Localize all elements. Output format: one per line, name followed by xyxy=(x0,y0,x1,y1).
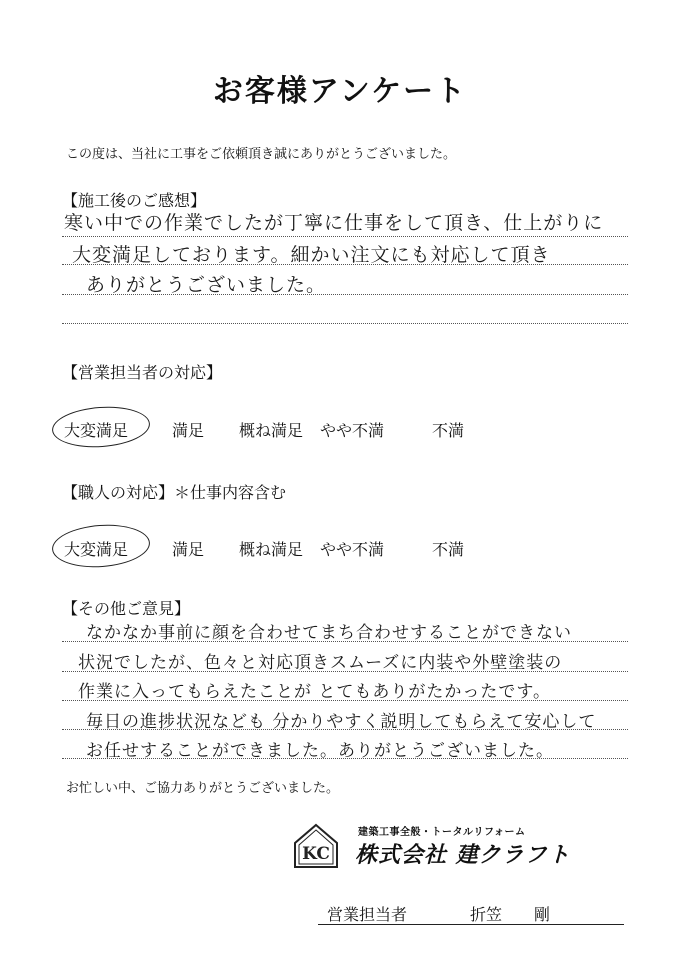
sales-rep-label: 営業担当者 xyxy=(327,905,408,924)
other-line-4: 毎日の進捗状況なども 分かりやすく説明してもらえて安心して xyxy=(86,712,597,732)
craftsman-option-very-satisfied[interactable]: 大変満足 xyxy=(64,540,129,559)
closing-text: お忙しい中、ご協力ありがとうございました。 xyxy=(66,781,340,796)
other-line-3: 作業に入ってもらえたことが とてもありがたかったです。 xyxy=(78,682,552,702)
sales-option-very-satisfied[interactable]: 大変満足 xyxy=(64,421,129,440)
other-heading: 【その他ご意見】 xyxy=(62,599,191,618)
craftsman-option-somewhat-dissatisfied[interactable]: やや不満 xyxy=(320,540,385,559)
sales-heading: 【営業担当者の対応】 xyxy=(62,363,223,382)
other-line-5: お任せすることができました。ありがとうございました。 xyxy=(86,741,554,761)
craftsman-option-dissatisfied[interactable]: 不満 xyxy=(432,540,465,559)
ruled-line xyxy=(62,323,628,324)
ruled-line xyxy=(62,236,628,237)
sales-option-dissatisfied[interactable]: 不満 xyxy=(432,421,465,440)
sales-rep-name: 折笠 剛 xyxy=(470,905,551,924)
impression-line-1: 寒い中での作業でしたが丁寧に仕事をして頂き、仕上がりに xyxy=(64,212,604,234)
company-logo-icon xyxy=(293,823,339,869)
intro-text: この度は、当社に工事をご依頼頂き誠にありがとうございました。 xyxy=(66,147,457,162)
impression-line-2: 大変満足しております。細かい注文にも対応して頂き xyxy=(72,244,551,266)
page-title: お客様アンケート xyxy=(212,74,468,109)
company-tagline: 建築工事全般・トータルリフォーム xyxy=(358,827,526,838)
craftsman-option-mostly-satisfied[interactable]: 概ね満足 xyxy=(239,540,304,559)
other-line-1: なかなか事前に顔を合わせてまち合わせすることができない xyxy=(86,623,572,643)
impression-line-3: ありがとうございました。 xyxy=(86,274,327,296)
craftsman-heading: 【職人の対応】＊仕事内容含む xyxy=(62,483,287,502)
other-line-2: 状況でしたが、色々と対応頂きスムーズに内装や外壁塗装の xyxy=(78,653,563,673)
logo-text: KC xyxy=(302,844,330,864)
craftsman-option-satisfied[interactable]: 満足 xyxy=(172,540,205,559)
sales-option-somewhat-dissatisfied[interactable]: やや不満 xyxy=(320,421,385,440)
signature-line xyxy=(318,924,624,925)
sales-option-mostly-satisfied[interactable]: 概ね満足 xyxy=(239,421,304,440)
company-name: 株式会社 建クラフト xyxy=(355,843,571,868)
impression-heading: 【施工後のご感想】 xyxy=(62,191,207,210)
sales-option-satisfied[interactable]: 満足 xyxy=(172,421,205,440)
